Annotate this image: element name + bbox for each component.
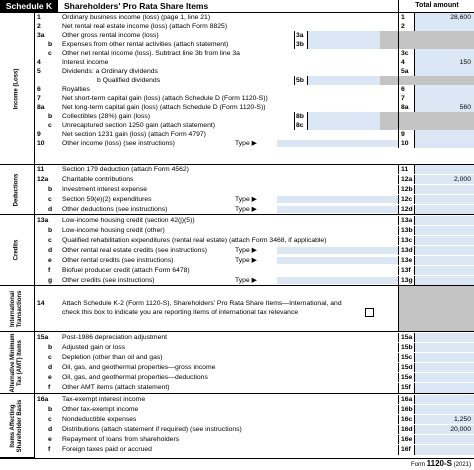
line-15b-amount[interactable] [415, 343, 474, 352]
line-13g: g Other credits (see instructions) Type ▶ 13g [35, 276, 474, 286]
line-12a-amount[interactable]: 2,000 [415, 175, 474, 184]
line-13g-type-field[interactable] [277, 277, 398, 284]
line-12a: 12a Charitable contributions 12a 2,000 [35, 175, 474, 184]
line-1: 1 Ordinary business income (loss) (page 1, line 21) 1 28,600 [35, 13, 474, 22]
schedule-title: Shareholders' Pro Rata Share Items [64, 1, 209, 11]
line-12d-type-field[interactable] [277, 206, 398, 213]
line-16f-amount[interactable] [415, 445, 474, 455]
line-3b-amount[interactable] [308, 40, 380, 49]
line-12b-amount[interactable] [415, 185, 474, 194]
line-15f: f Other AMT items (attach statement) 15f [35, 383, 474, 394]
line-4-amount[interactable]: 150 [415, 58, 474, 67]
line-15e-amount[interactable] [415, 373, 474, 382]
line-16d-amount[interactable]: 20,000 [415, 425, 474, 434]
line-12c-type-field[interactable] [277, 196, 398, 203]
line-13e-type-field[interactable] [277, 257, 398, 264]
line-13e-amount[interactable] [415, 256, 474, 265]
line-8a-amount[interactable]: 560 [415, 103, 474, 112]
line-4: 4 Interest income 4 150 [35, 58, 474, 67]
section-international: International Transactions [0, 286, 35, 332]
line-13a-amount[interactable] [415, 216, 474, 225]
section-credits: Credits [0, 215, 35, 286]
line-15c-amount[interactable] [415, 353, 474, 362]
line-16f: f Foreign taxes paid or accrued 16f [35, 445, 474, 455]
section-deductions: Deductions [0, 165, 35, 215]
line-7: 7 Net short-term capital gain (loss) (attach Schedule D (Form 1120-S)) 7 [35, 94, 474, 103]
total-amount-header: Total amount [398, 0, 474, 12]
line-3a-amount[interactable] [308, 31, 380, 40]
line-5a: 5 Dividends: a Ordinary dividends 5a [35, 67, 474, 76]
line-15b: b Adjusted gain or loss 15b [35, 343, 474, 352]
line-3c-amount[interactable] [415, 49, 474, 58]
line-3a: 3a Other gross rental income (loss) 3a [35, 31, 474, 40]
section-amt: Alternative Minimum Tax (AMT) Items [0, 332, 35, 394]
line-16b: b Other tax-exempt income 16b [35, 405, 474, 414]
line-15a: 15a Post-1986 depreciation adjustment 15a [35, 333, 474, 342]
line-16e-amount[interactable] [415, 435, 474, 444]
line-5a-amount[interactable] [415, 67, 474, 76]
line-13c-amount[interactable] [415, 236, 474, 245]
line-13d-amount[interactable] [415, 246, 474, 255]
line-16a-amount[interactable] [415, 395, 474, 404]
form-footer [0, 458, 474, 469]
line-8a: 8a Net long-term capital gain (loss) (attach Schedule D (Form 1120-S)) 8a 560 [35, 103, 474, 112]
line-16c-amount[interactable]: 1,250 [415, 415, 474, 424]
line-15a-amount[interactable] [415, 333, 474, 342]
international-relevance-checkbox[interactable] [365, 308, 374, 317]
line-13d: d Other rental real estate credits (see instructions) Type ▶ 13d [35, 246, 474, 255]
line-8c: c Unrecaptured section 1250 gain (attach statement) 8c [35, 121, 474, 130]
line-12d: d Other deductions (see instructions) Type ▶ 12d [35, 205, 474, 215]
line-5b-amount[interactable] [308, 76, 380, 85]
section-basis: Items Affecting Shareholder Basis [0, 394, 35, 458]
section-income: Income (Loss) [0, 13, 35, 165]
line-15e: e Oil, gas, and geothermal properties—deductions 15e [35, 373, 474, 382]
line-8b: b Collectibles (28%) gain (loss) 8b [35, 112, 474, 121]
line-13f: f Biofuel producer credit (attach Form 6478) 13f [35, 266, 474, 275]
line-3b: b Expenses from other rental activities (attach statement) 3b [35, 40, 474, 49]
line-3c: c Other net rental income (loss). Subtract line 3b from line 3a 3c [35, 49, 474, 58]
form-number: 1120-S [426, 459, 452, 468]
schedule-header [0, 0, 474, 13]
line-16a: 16a Tax-exempt interest income 16a [35, 395, 474, 404]
line-13d-type-field[interactable] [277, 247, 398, 254]
line-13b: b Low-income housing credit (other) 13b [35, 226, 474, 235]
line-6-amount[interactable] [415, 85, 474, 94]
line-10-amount[interactable] [415, 139, 474, 148]
line-7-amount[interactable] [415, 94, 474, 103]
line-2-amount[interactable] [415, 22, 474, 31]
line-2: 2 Net rental real estate income (loss) (attach Form 8825) 2 [35, 22, 474, 31]
line-10-type-field[interactable] [277, 140, 398, 147]
line-15d-amount[interactable] [415, 363, 474, 372]
form-prefix: Form [410, 462, 425, 468]
line-12d-amount[interactable] [415, 205, 474, 214]
line-15d: d Oil, gas, and geothermal properties—gross income 15d [35, 363, 474, 372]
schedule-label: Schedule K [0, 0, 58, 12]
line-11: 11 Section 179 deduction (attach Form 4562) 11 [35, 165, 474, 174]
line-16d: d Distributions (attach statement if required) (see instructions) 16d 20,000 [35, 425, 474, 434]
line-16e: e Repayment of loans from shareholders 16e [35, 435, 474, 444]
line-10: 10 Other income (loss) (see instructions) Type ▶ 10 [35, 139, 474, 148]
line-6: 6 Royalties 6 [35, 85, 474, 94]
line-16b-amount[interactable] [415, 405, 474, 414]
line-8b-amount[interactable] [308, 112, 380, 121]
line-13e: e Other rental credits (see instructions) Type ▶ 13e [35, 256, 474, 265]
line-12b: b Investment interest expense 12b [35, 185, 474, 194]
line-15f-amount[interactable] [415, 383, 474, 393]
line-14: 14 Attach Schedule K-2 (Form 1120-S), Shareholders' Pro Rata Share Items—International, and check this box to indicate you are reporting items of international tax relevance [35, 286, 474, 332]
line-9: 9 Net section 1231 gain (loss) (attach Form 4797) 9 [35, 130, 474, 139]
line-15c: c Depletion (other than oil and gas) 15c [35, 353, 474, 362]
line-13c: c Qualified rehabilitation expenditures (rental real estate) (attach Form 3468, if applicable) 13c [35, 236, 474, 245]
line-13g-amount[interactable] [415, 276, 474, 285]
line-16c: c Nondeductible expenses 16c 1,250 [35, 415, 474, 424]
line-11-amount[interactable] [415, 165, 474, 174]
line-5b: b Qualified dividends 5b [35, 76, 474, 85]
line-13b-amount[interactable] [415, 226, 474, 235]
line-9-amount[interactable] [415, 130, 474, 139]
form-year: (2021) [453, 462, 471, 468]
line-13f-amount[interactable] [415, 266, 474, 275]
line-13a: 13a Low-income housing credit (section 42(j)(5)) 13a [35, 216, 474, 225]
line-12c: c Section 59(e)(2) expenditures Type ▶ 12c [35, 195, 474, 204]
line-8c-amount[interactable] [308, 121, 380, 130]
line-1-amount[interactable]: 28,600 [415, 13, 474, 22]
line-12c-amount[interactable] [415, 195, 474, 204]
